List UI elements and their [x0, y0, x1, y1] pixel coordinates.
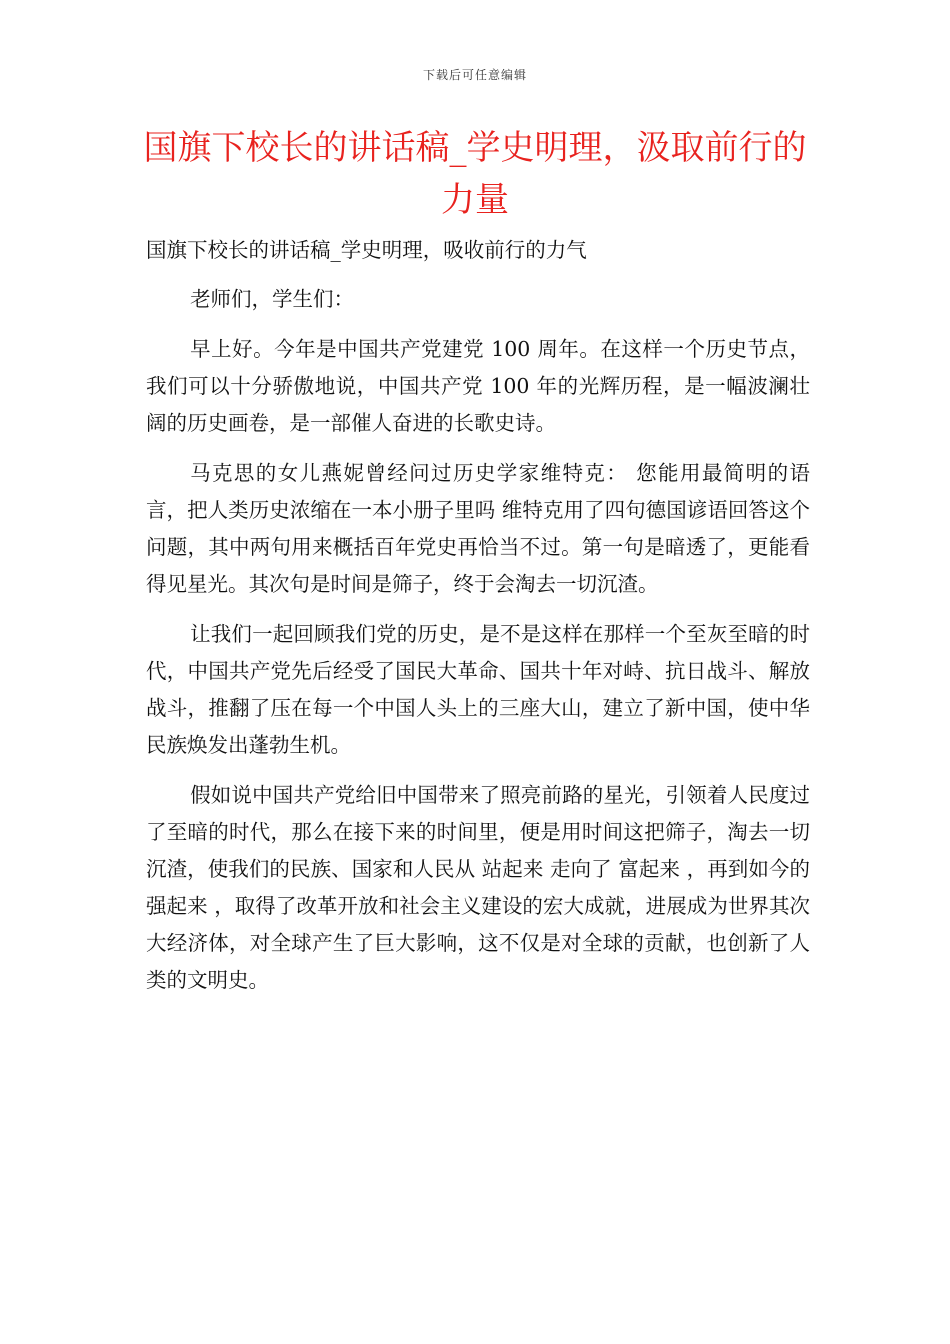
header-note: 下载后可任意编辑 — [422, 68, 527, 82]
paragraph-4: 假如说中国共产党给旧中国带来了照亮前路的星光，引领着人民度过了至暗的时代，那么在接下来的时间里，便是用时间这把筛子，淘去一切沉渣，使我们的民族、国家和人民从 站起来 走向了 富起来 ，再到如今的 强起来 ，取得了改革开放和社会主义建设的宏大成就，进展成为世界其次大经济体，对全球产生了巨大影响，这不仅是对全球的贡献，也创新了人类的文明史。 — [146, 783, 810, 992]
greeting: 老师们，学生们： — [190, 287, 355, 311]
document-title: 国旗下校长的讲话稿_学史明理，汲取前行的力量 — [143, 128, 807, 220]
document-body — [146, 232, 810, 1012]
paragraph-3: 让我们一起回顾我们党的历史，是不是这样在那样一个至灰至暗的时代，中国共产党先后经受了国民大革命、国共十年对峙、抗日战斗、解放战斗，推翻了压在每一个中国人头上的三座大山，建立了新中国，使中华民族焕发出蓬勃生机。 — [146, 622, 810, 757]
paragraph-2: 马克思的女儿燕妮曾经问过历史学家维特克： 您能用最简明的语言，把人类历史浓缩在一本小册子里吗 维特克用了四句德国谚语回答这个问题，其中两句用来概括百年党史再恰当不过。第一句是暗透了，更能看得见星光。其次句是时间是筛子，终于会淘去一切沉渣。 — [146, 461, 810, 596]
paragraph-1: 早上好。今年是中国共产党建党 100 周年。在这样一个历史节点，我们可以十分骄傲地说，中国共产党 100 年的光辉历程，是一幅波澜壮阔的历史画卷，是一部催人奋进的长歌史诗。 — [146, 337, 810, 435]
document-subtitle: 国旗下校长的讲话稿_学史明理，吸收前行的力气 — [146, 238, 587, 262]
